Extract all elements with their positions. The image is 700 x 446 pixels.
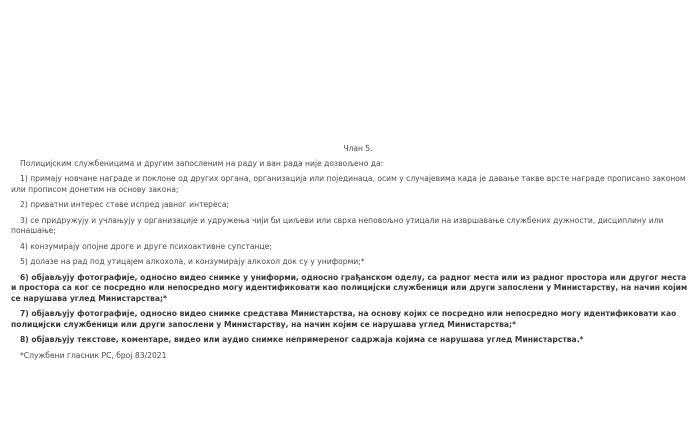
list-item: 3) се придружују и учлањују у организације и удружења чији би циљеви или сврха неповољно утицали на извршавање службених дужности, дисциплину или понашање;	[11, 215, 664, 235]
amended-list-item: 6) објављују фотографије, односно видео снимке у униформи, односно грађанском оделу, са радног места или из радног простора или другог места и простора са ког се посредно или непосредно могу идентификовати као полицијски службеници или други запослени у Министарству, на начин којим се нарушава углед Министарства;*	[11, 272, 688, 303]
article-title: Члан 5.	[343, 144, 373, 153]
list-item: 5) долазе на рад под утицајем алкохола, и конзумирају алкохол док су у униформи;*	[20, 257, 365, 266]
list-item: 1) примају новчане награде и поклоне од других органа, организација или појединаца, осим у случајевима када је давање такве врсте награде прописано законом или прописом донетим на основу закона;	[11, 174, 686, 194]
article-document	[11, 144, 691, 366]
amended-list-item: 8) објављују текстове, коментаре, видео или аудио снимке непримереног садржаја којима се нарушава углед Министарства.*	[20, 335, 584, 344]
footnote: *Службени гласник РС, број 83/2021	[20, 350, 167, 360]
article-intro: Полицијским службеницима и другим запосленим на раду и ван рада није дозвољено да:	[20, 158, 384, 168]
list-item: 2) приватни интерес ставе испред јавног интереса;	[20, 200, 230, 209]
amended-list-item: 7) објављују фотографије, односно видео снимке средстава Министарства, на основу којих се посредно или непосредно могу идентификовати као полицијски службеници или други запослени у Министарству, на начин којим се нарушава углед Министарства;*	[11, 309, 677, 329]
list-item: 4) конзумирају опојне дроге и друге психоактивне супстанце;	[20, 241, 272, 251]
